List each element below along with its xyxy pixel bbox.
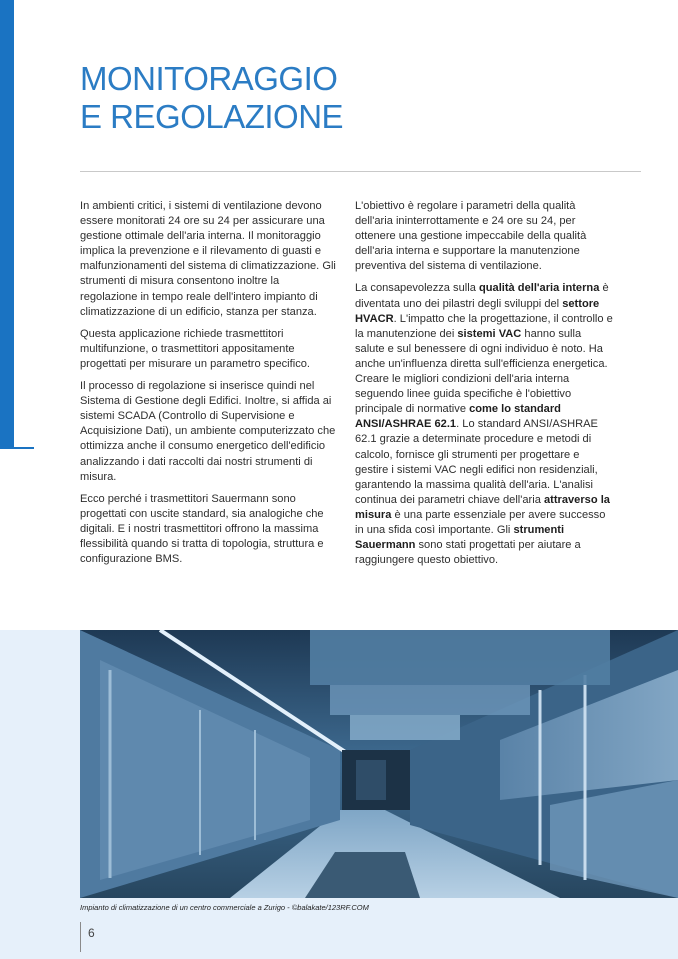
paragraph — [80, 327, 338, 372]
page-title — [80, 60, 343, 136]
bold-text: sistemi VAC — [457, 327, 522, 340]
page-number: 6 — [80, 922, 95, 952]
body-text: . Lo standard ANSI/ASHRAE 62.1 grazie a determinate procedure e metodi di calcolo, fornisce gli strumenti per progettare e gestire i sistemi VAC negli edifici non residenziali, garantendo la massima qualità dell'aria. L'analisi continua dei parametri chiave dell'aria — [355, 418, 598, 506]
paragraph — [80, 199, 338, 320]
title-line-1: MONITORAGGIO — [80, 60, 338, 97]
body-text: è una parte essenziale per avere successo in una sfida così importante. Gli — [355, 508, 606, 536]
bold-text: come lo standard ANSI/ASHRAE 62.1 — [355, 403, 561, 431]
right-column — [355, 199, 613, 575]
paragraph — [80, 379, 338, 485]
bold-text: qualità dell'aria interna — [478, 282, 600, 295]
paragraph — [355, 281, 613, 568]
body-text: Questa applicazione richiede trasmettitori multifunzione, o trasmettitori appositamente progettati per misurare un parametro specifico. — [80, 327, 310, 370]
paragraph — [80, 492, 338, 567]
bold-text: strumenti Sauermann — [355, 523, 565, 552]
hvac-plant-photo — [80, 630, 678, 898]
bold-text: attraverso la misura — [355, 493, 610, 521]
paragraph — [355, 199, 613, 274]
body-text: Ecco perché i trasmettitori Sauermann sono progettati con uscite standard, sia analogiche che digitali. E i nostri trasmettitori offrono la massima flessibilità quando si tratta di topologia, struttura e configurazione BMS. — [80, 492, 324, 566]
left-column — [80, 199, 338, 574]
body-text: Il processo di regolazione si inserisce quindi nel Sistema di Gestione degli Edifici. Inoltre, si affida ai sistemi SCADA (Controllo di Supervisione e Acquisizione Dati), un ambiente computerizzato che ottimizza anche il consumo energetico dell'edificio analizzando i dati raccolti dai nostri strumenti di misura. — [80, 380, 336, 483]
body-text: . L'impatto che la progettazione, il controllo e la manutenzione dei — [355, 312, 613, 340]
body-text: hanno sulla salute e sul benessere di ogni individuo è noto. Ha anche un'influenza diretta sull'efficienza energetica. Creare le migliori condizioni dell'aria interna seguendo linee guida specifiche è l'obiettivo principale di normative — [355, 327, 608, 416]
body-text: L'obiettivo è regolare i parametri della qualità dell'aria ininterrottamente e 24 ore su 24, per ottenere una gestione impeccabile della qualità dell'aria interna e supportare la manutenzione preventiva del sistema di ventilazione. — [355, 200, 587, 273]
accent-tick — [14, 447, 34, 449]
body-text: In ambienti critici, i sistemi di ventilazione devono essere monitorati 24 ore su 24 per assicurare una gestione ottimale dell'aria interna. Il monitoraggio implica la prevenzione e il rilevamento di guasti e malfunzionamenti del sistema di climatizzazione. Gli strumenti di misura consentono inoltre la regolazione in tempo reale dell'intero impianto di climatizzazione di un edificio, stanza per stanza. — [80, 200, 336, 318]
body-text: La consapevolezza sulla — [355, 282, 479, 295]
body-text: è diventata uno dei pilastri degli sviluppi del — [355, 282, 609, 310]
body-text: sono stati progettati per aiutare a raggiungere questo obiettivo. — [355, 539, 581, 567]
photo-caption: Impianto di climatizzazione di un centro commerciale a Zurigo - ©balakate/123RF.COM — [80, 903, 369, 912]
title-divider — [80, 171, 641, 172]
bold-text: settore HVACR — [355, 297, 600, 325]
accent-bar — [0, 0, 14, 449]
title-line-2: E REGOLAZIONE — [80, 98, 344, 135]
